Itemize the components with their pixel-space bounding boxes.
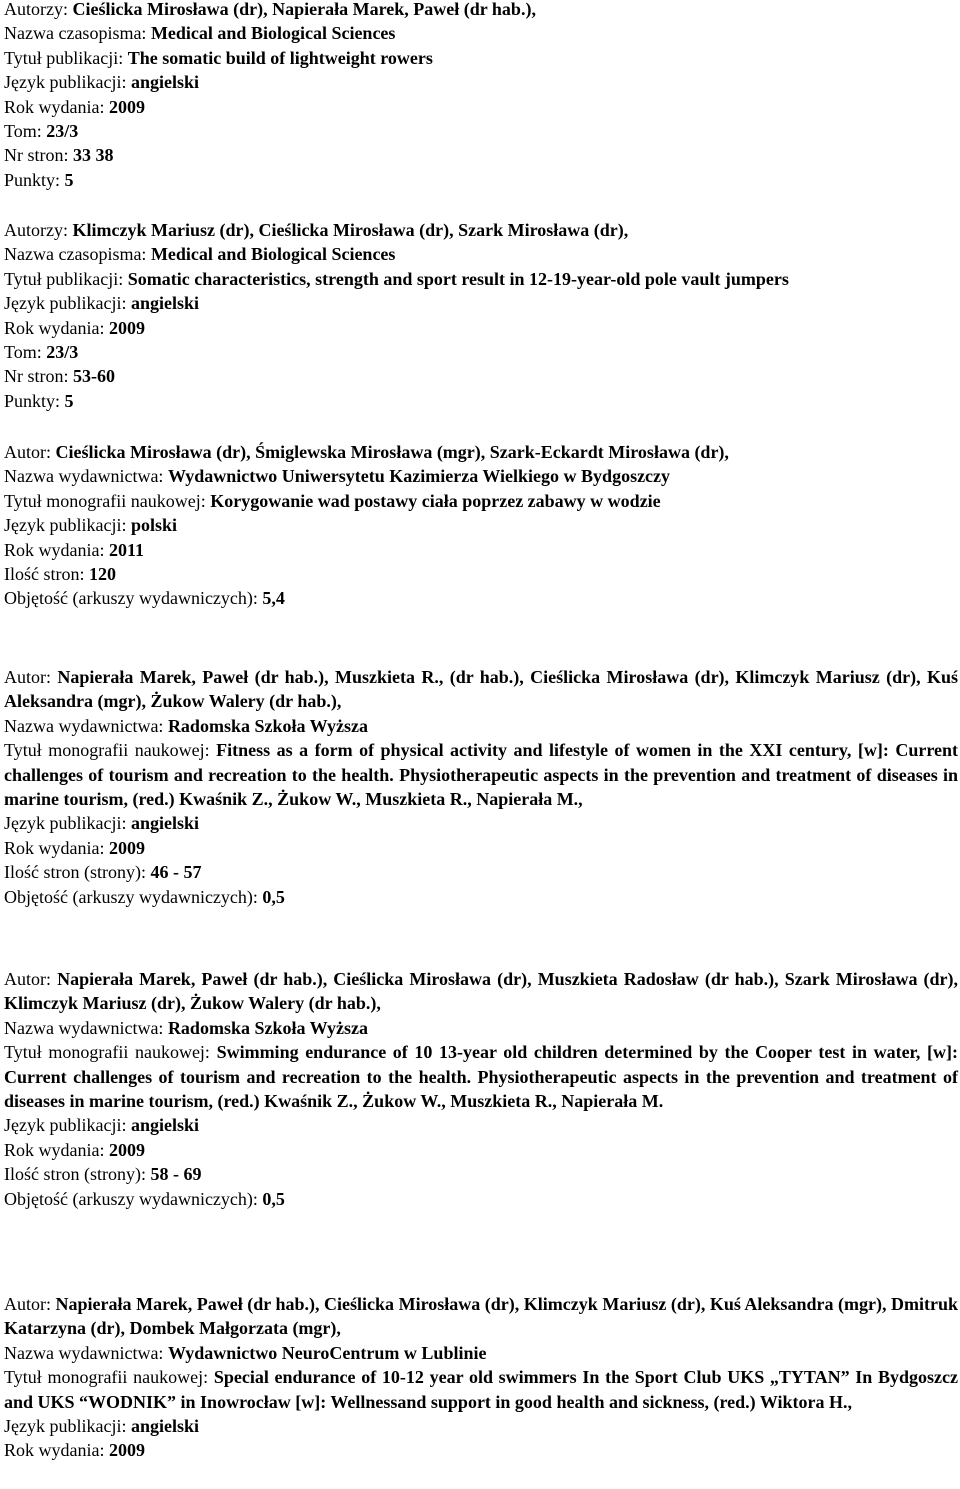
publication-entry	[4, 665, 958, 909]
language-line: Język publikacji: angielski	[4, 1115, 199, 1136]
year-line: Rok wydania: 2009	[4, 1440, 145, 1461]
publisher-line: Nazwa wydawnictwa: Wydawnictwo Uniwersytetu Kazimierza Wielkiego w Bydgoszczy	[4, 466, 671, 487]
title-line: Tytuł monografii naukowej: Fitness as a form of physical activity and lifestyle of women in the XXI century, [w]: Current challenges of tourism and recreation to the health. Physiotherapeutic aspects in the prevention and treatment of diseases in marine tourism, (red.) Kwaśnik Z., Żukow W., Muszkieta R., Napierała M.,	[4, 740, 958, 810]
extent-value: 5,4	[262, 588, 285, 609]
publisher-line: Nazwa wydawnictwa: Radomska Szkoła Wyższa	[4, 715, 368, 736]
year-value: 2011	[109, 539, 145, 560]
extent-value: 0,5	[262, 886, 285, 907]
title-line: Tytuł publikacji: Somatic characteristics, strength and sport result in 12-19-year-old pole vault jumpers	[4, 268, 789, 289]
pages-line: Ilość stron (strony): 46 - 57	[4, 862, 202, 883]
journal-value: Medical and Biological Sciences	[150, 23, 396, 44]
pages-line: Ilość stron (strony): 58 - 69	[4, 1164, 202, 1185]
pages-value: 53-60	[73, 366, 115, 387]
volume-line: Tom: 23/3	[4, 341, 79, 362]
publisher-line: Nazwa wydawnictwa: Radomska Szkoła Wyższa	[4, 1017, 368, 1038]
journal-value: Medical and Biological Sciences	[150, 244, 396, 265]
authors-line: Autor: Napierała Marek, Paweł (dr hab.), Cieślicka Mirosława (dr), Klimczyk Mariusz (dr), Kuś Aleksandra (mgr), Dmitruk Katarzyna (dr), Dombek Małgorzata (mgr),	[4, 1294, 958, 1339]
publisher-value: Wydawnictwo NeuroCentrum w Lublinie	[167, 1342, 487, 1363]
publication-entry	[4, 218, 958, 413]
pages-value: 120	[89, 563, 116, 584]
language-line: Język publikacji: angielski	[4, 72, 199, 93]
title-value: Fitness as a form of physical activity and lifestyle of women in the XXI century, [w]: Current challenges of tourism and recreation to the health. Physiotherapeutic aspects in the prevention and treatment of diseases in marine tourism, (red.) Kwaśnik Z., Żukow W., Muszkieta R., Napierała M.,	[4, 740, 958, 810]
authors-value: Cieślicka Mirosława (dr), Śmiglewska Mirosława (mgr), Szark-Eckardt Mirosława (dr),	[55, 442, 729, 462]
language-line: Język publikacji: angielski	[4, 293, 199, 314]
authors-line: Autorzy: Klimczyk Mariusz (dr), Cieślicka Mirosława (dr), Szark Mirosława (dr),	[4, 220, 629, 240]
language-value: angielski	[130, 1416, 199, 1437]
year-value: 2009	[109, 837, 145, 858]
publisher-value: Radomska Szkoła Wyższa	[167, 1017, 368, 1038]
title-value: Swimming endurance of 10 13-year old children determined by the Cooper test in water, [w]: Current challenges of tourism and recreation to the health. Physiotherapeutic aspects in the prevention and treatment of diseases in marine tourism, (red.) Kwaśnik Z., Żukow W., Muszkieta R., Napierała M.	[4, 1042, 958, 1112]
title-line: Tytuł monografii naukowej: Special endurance of 10-12 year old swimmers In the Sport Club UKS „TYTAN” In Bydgoszcz and UKS “WODNIK” in Inowrocław [w]: Wellnessand support in good health and sickness, (red.) Wiktora H.,	[4, 1367, 958, 1412]
publication-entry	[4, 0, 958, 192]
authors-line: Autor: Cieślicka Mirosława (dr), Śmiglewska Mirosława (mgr), Szark-Eckardt Mirosława (dr),	[4, 442, 729, 462]
authors-value: Klimczyk Mariusz (dr), Cieślicka Mirosława (dr), Szark Mirosława (dr),	[72, 220, 629, 240]
volume-value: 23/3	[46, 341, 79, 362]
publication-entry	[4, 967, 958, 1211]
language-value: angielski	[130, 72, 199, 93]
year-line: Rok wydania: 2009	[4, 96, 145, 117]
language-line: Język publikacji: angielski	[4, 1416, 199, 1437]
year-value: 2009	[109, 1440, 145, 1461]
authors-value: Napierała Marek, Paweł (dr hab.), Muszkieta R., (dr hab.), Cieślicka Mirosława (dr), Klimczyk Mariusz (dr), Kuś Aleksandra (mgr), Żukow Walery (dr hab.),	[4, 667, 959, 712]
language-value: angielski	[130, 813, 199, 834]
volume-value: 23/3	[46, 120, 79, 141]
points-line: Punkty: 5	[4, 390, 74, 411]
language-value: angielski	[130, 1115, 199, 1136]
year-line: Rok wydania: 2009	[4, 1139, 145, 1160]
title-value: Somatic characteristics, strength and sport result in 12-19-year-old pole vault jumpers	[127, 268, 789, 289]
authors-line: Autorzy: Cieślicka Mirosława (dr), Napierała Marek, Paweł (dr hab.),	[4, 0, 536, 19]
extent-value: 0,5	[262, 1188, 285, 1209]
language-line: Język publikacji: angielski	[4, 813, 199, 834]
points-line: Punkty: 5	[4, 169, 74, 190]
pages-line: Ilość stron: 120	[4, 563, 116, 584]
year-line: Rok wydania: 2009	[4, 317, 145, 338]
title-line: Tytuł publikacji: The somatic build of lightweight rowers	[4, 47, 433, 68]
title-value: Special endurance of 10-12 year old swimmers In the Sport Club UKS „TYTAN” In Bydgoszcz and UKS “WODNIK” in Inowrocław [w]: Wellnessand support in good health and sickness, (red.) Wiktora H.,	[4, 1367, 958, 1412]
authors-line: Autor: Napierała Marek, Paweł (dr hab.), Muszkieta R., (dr hab.), Cieślicka Mirosława (dr), Klimczyk Mariusz (dr), Kuś Aleksandra (mgr), Żukow Walery (dr hab.),	[4, 667, 959, 712]
extent-line: Objętość (arkuszy wydawniczych): 0,5	[4, 1188, 285, 1209]
authors-value: Cieślicka Mirosława (dr), Napierała Marek, Paweł (dr hab.),	[72, 0, 536, 19]
publisher-value: Wydawnictwo Uniwersytetu Kazimierza Wielkiego w Bydgoszczy	[167, 466, 671, 487]
pages-value: 58 - 69	[150, 1164, 202, 1185]
pages-line: Nr stron: 53-60	[4, 366, 115, 387]
year-line: Rok wydania: 2009	[4, 837, 145, 858]
year-line: Rok wydania: 2011	[4, 539, 145, 560]
year-value: 2009	[109, 1139, 145, 1160]
pages-value: 33 38	[73, 145, 114, 166]
pages-value: 46 - 57	[150, 862, 202, 883]
publisher-line: Nazwa wydawnictwa: Wydawnictwo NeuroCentrum w Lublinie	[4, 1342, 487, 1363]
points-value: 5	[64, 390, 74, 411]
volume-line: Tom: 23/3	[4, 120, 79, 141]
title-line: Tytuł monografii naukowej: Korygowanie wad postawy ciała poprzez zabawy w wodzie	[4, 490, 661, 511]
year-value: 2009	[109, 96, 145, 117]
pages-line: Nr stron: 33 38	[4, 145, 114, 166]
extent-line: Objętość (arkuszy wydawniczych): 5,4	[4, 588, 285, 609]
journal-line: Nazwa czasopisma: Medical and Biological Sciences	[4, 23, 396, 44]
authors-value: Napierała Marek, Paweł (dr hab.), Cieślicka Mirosława (dr), Klimczyk Mariusz (dr), Kuś Aleksandra (mgr), Dmitruk Katarzyna (dr), Dombek Małgorzata (mgr),	[4, 1294, 958, 1339]
language-value: angielski	[130, 293, 199, 314]
authors-line: Autor: Napierała Marek, Paweł (dr hab.), Cieślicka Mirosława (dr), Muszkieta Radosław (dr hab.), Szark Mirosława (dr), Klimczyk Mariusz (dr), Żukow Walery (dr hab.),	[4, 969, 959, 1014]
points-value: 5	[64, 169, 74, 190]
authors-value: Napierała Marek, Paweł (dr hab.), Cieślicka Mirosława (dr), Muszkieta Radosław (dr hab.), Szark Mirosława (dr), Klimczyk Mariusz (dr), Żukow Walery (dr hab.),	[4, 969, 959, 1014]
year-value: 2009	[109, 317, 145, 338]
language-value: polski	[130, 515, 177, 536]
publisher-value: Radomska Szkoła Wyższa	[167, 715, 368, 736]
title-line: Tytuł monografii naukowej: Swimming endurance of 10 13-year old children determined by the Cooper test in water, [w]: Current challenges of tourism and recreation to the health. Physiotherapeutic aspects in the prevention and treatment of diseases in marine tourism, (red.) Kwaśnik Z., Żukow W., Muszkieta R., Napierała M.	[4, 1042, 958, 1112]
publication-entry	[4, 440, 958, 611]
title-value: The somatic build of lightweight rowers	[127, 47, 433, 68]
title-value: Korygowanie wad postawy ciała poprzez zabawy w wodzie	[210, 490, 661, 511]
journal-line: Nazwa czasopisma: Medical and Biological Sciences	[4, 244, 396, 265]
language-line: Język publikacji: polski	[4, 515, 177, 536]
publication-entry	[4, 1292, 958, 1463]
extent-line: Objętość (arkuszy wydawniczych): 0,5	[4, 886, 285, 907]
